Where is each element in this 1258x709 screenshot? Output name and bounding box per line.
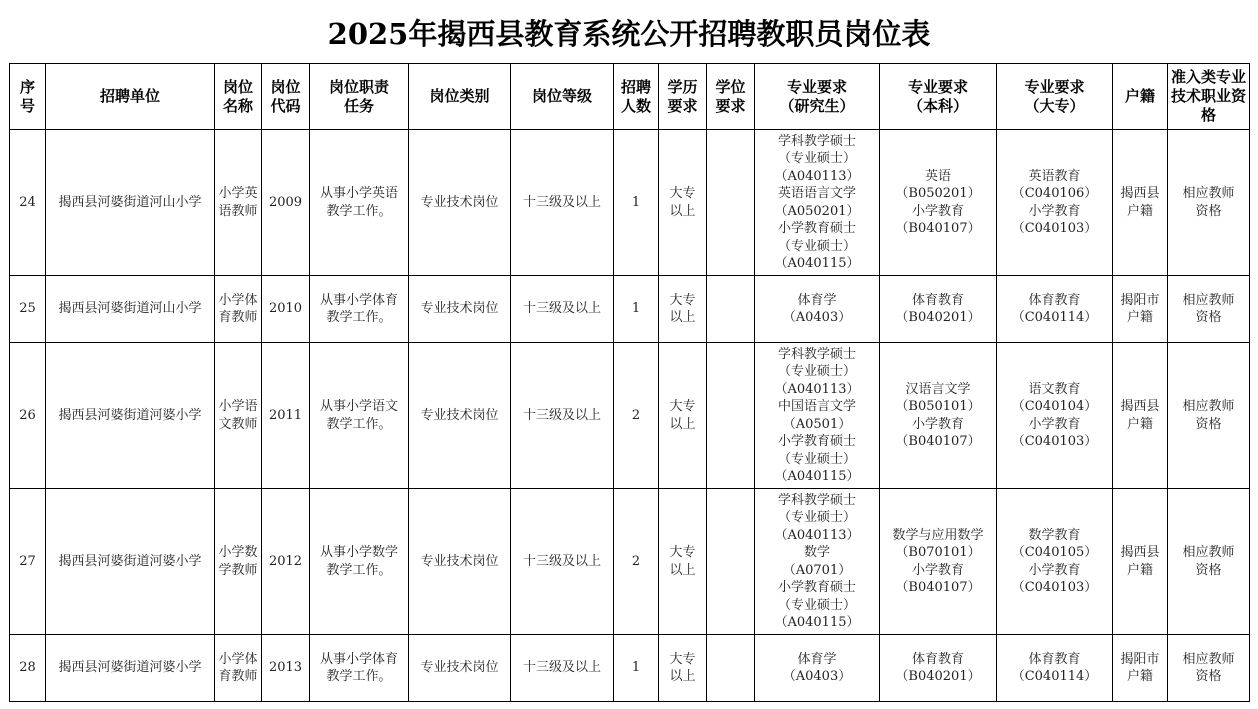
cell-code: 2009 [262, 130, 310, 276]
cell-grade: 十三级及以上 [511, 489, 614, 635]
header-degree: 学位 要求 [707, 64, 755, 130]
cell-category: 专业技术岗位 [409, 130, 511, 276]
cell-degree [707, 635, 755, 702]
cell-major-grad: 体育学 （A0403） [755, 276, 880, 343]
cell-count: 1 [614, 276, 659, 343]
cell-qualification: 相应教师 资格 [1168, 130, 1250, 276]
cell-unit: 揭西县河婆街道河山小学 [46, 130, 215, 276]
header-qualification: 准入类专业 技术职业资 格 [1168, 64, 1250, 130]
cell-education: 大专 以上 [659, 130, 707, 276]
header-category: 岗位类别 [409, 64, 511, 130]
cell-position: 小学体 育教师 [215, 635, 262, 702]
table-row [10, 635, 1250, 702]
header-grade: 岗位等级 [511, 64, 614, 130]
cell-hukou: 揭西县 户籍 [1113, 343, 1168, 489]
cell-duty: 从事小学数学 教学工作。 [310, 489, 409, 635]
cell-position: 小学体 育教师 [215, 276, 262, 343]
cell-degree [707, 343, 755, 489]
cell-duty: 从事小学语文 教学工作。 [310, 343, 409, 489]
cell-position: 小学英 语教师 [215, 130, 262, 276]
cell-major-bachelor: 数学与应用数学 （B070101） 小学教育 （B040107） [880, 489, 997, 635]
cell-unit: 揭西县河婆街道河婆小学 [46, 635, 215, 702]
cell-qualification: 相应教师 资格 [1168, 635, 1250, 702]
cell-education: 大专 以上 [659, 635, 707, 702]
cell-code: 2010 [262, 276, 310, 343]
cell-major-college: 体育教育 （C040114） [997, 635, 1113, 702]
page-title: 2025年揭西县教育系统公开招聘教职员岗位表 [327, 17, 931, 51]
cell-category: 专业技术岗位 [409, 489, 511, 635]
cell-position: 小学数 学教师 [215, 489, 262, 635]
cell-category: 专业技术岗位 [409, 276, 511, 343]
cell-category: 专业技术岗位 [409, 343, 511, 489]
recruitment-table [9, 63, 1250, 702]
header-code: 岗位 代码 [262, 64, 310, 130]
cell-hukou: 揭西县 户籍 [1113, 489, 1168, 635]
cell-degree [707, 276, 755, 343]
cell-seq: 25 [10, 276, 46, 343]
cell-grade: 十三级及以上 [511, 276, 614, 343]
header-major-bachelor: 专业要求 （本科） [880, 64, 997, 130]
cell-major-bachelor: 汉语言文学 （B050101） 小学教育 （B040107） [880, 343, 997, 489]
cell-qualification: 相应教师 资格 [1168, 276, 1250, 343]
cell-code: 2013 [262, 635, 310, 702]
cell-grade: 十三级及以上 [511, 635, 614, 702]
cell-education: 大专 以上 [659, 276, 707, 343]
table-row [10, 343, 1250, 489]
cell-duty: 从事小学体育 教学工作。 [310, 276, 409, 343]
cell-major-college: 体育教育 （C040114） [997, 276, 1113, 343]
cell-code: 2011 [262, 343, 310, 489]
header-seq: 序 号 [10, 64, 46, 130]
cell-degree [707, 130, 755, 276]
cell-position: 小学语 文教师 [215, 343, 262, 489]
cell-qualification: 相应教师 资格 [1168, 489, 1250, 635]
cell-major-bachelor: 英语 （B050201） 小学教育 （B040107） [880, 130, 997, 276]
header-hukou: 户籍 [1113, 64, 1168, 130]
cell-major-college: 英语教育 （C040106） 小学教育 （C040103） [997, 130, 1113, 276]
table-row [10, 130, 1250, 276]
cell-education: 大专 以上 [659, 489, 707, 635]
cell-major-grad: 学科教学硕士 （专业硕士） （A040113） 中国语言文学 （A0501） 小学教育硕士 （专业硕士） （A040115） [755, 343, 880, 489]
cell-unit: 揭西县河婆街道河婆小学 [46, 343, 215, 489]
cell-count: 1 [614, 635, 659, 702]
cell-education: 大专 以上 [659, 343, 707, 489]
cell-count: 1 [614, 130, 659, 276]
header-major-college: 专业要求 （大专） [997, 64, 1113, 130]
header-major-grad: 专业要求 （研究生） [755, 64, 880, 130]
table-row [10, 489, 1250, 635]
cell-major-grad: 学科教学硕士 （专业硕士） （A040113） 英语语言文学 （A050201） 小学教育硕士 （专业硕士） （A040115） [755, 130, 880, 276]
cell-duty: 从事小学英语 教学工作。 [310, 130, 409, 276]
cell-unit: 揭西县河婆街道河婆小学 [46, 489, 215, 635]
cell-major-college: 数学教育 （C040105） 小学教育 （C040103） [997, 489, 1113, 635]
cell-major-bachelor: 体育教育 （B040201） [880, 635, 997, 702]
header-row [10, 64, 1250, 130]
cell-major-grad: 体育学 （A0403） [755, 635, 880, 702]
cell-major-college: 语文教育 （C040104） 小学教育 （C040103） [997, 343, 1113, 489]
cell-major-bachelor: 体育教育 （B040201） [880, 276, 997, 343]
cell-count: 2 [614, 489, 659, 635]
cell-category: 专业技术岗位 [409, 635, 511, 702]
cell-hukou: 揭阳市 户籍 [1113, 635, 1168, 702]
cell-seq: 27 [10, 489, 46, 635]
cell-seq: 24 [10, 130, 46, 276]
header-unit: 招聘单位 [46, 64, 215, 130]
cell-degree [707, 489, 755, 635]
cell-grade: 十三级及以上 [511, 130, 614, 276]
cell-duty: 从事小学体育 教学工作。 [310, 635, 409, 702]
table-row [10, 276, 1250, 343]
cell-qualification: 相应教师 资格 [1168, 343, 1250, 489]
cell-hukou: 揭阳市 户籍 [1113, 276, 1168, 343]
cell-seq: 26 [10, 343, 46, 489]
cell-count: 2 [614, 343, 659, 489]
cell-hukou: 揭西县 户籍 [1113, 130, 1168, 276]
header-duty: 岗位职责 任务 [310, 64, 409, 130]
cell-grade: 十三级及以上 [511, 343, 614, 489]
cell-code: 2012 [262, 489, 310, 635]
header-count: 招聘 人数 [614, 64, 659, 130]
header-education: 学历 要求 [659, 64, 707, 130]
cell-seq: 28 [10, 635, 46, 702]
header-position: 岗位 名称 [215, 64, 262, 130]
cell-unit: 揭西县河婆街道河山小学 [46, 276, 215, 343]
cell-major-grad: 学科教学硕士 （专业硕士） （A040113） 数学 （A0701） 小学教育硕士 （专业硕士） （A040115） [755, 489, 880, 635]
